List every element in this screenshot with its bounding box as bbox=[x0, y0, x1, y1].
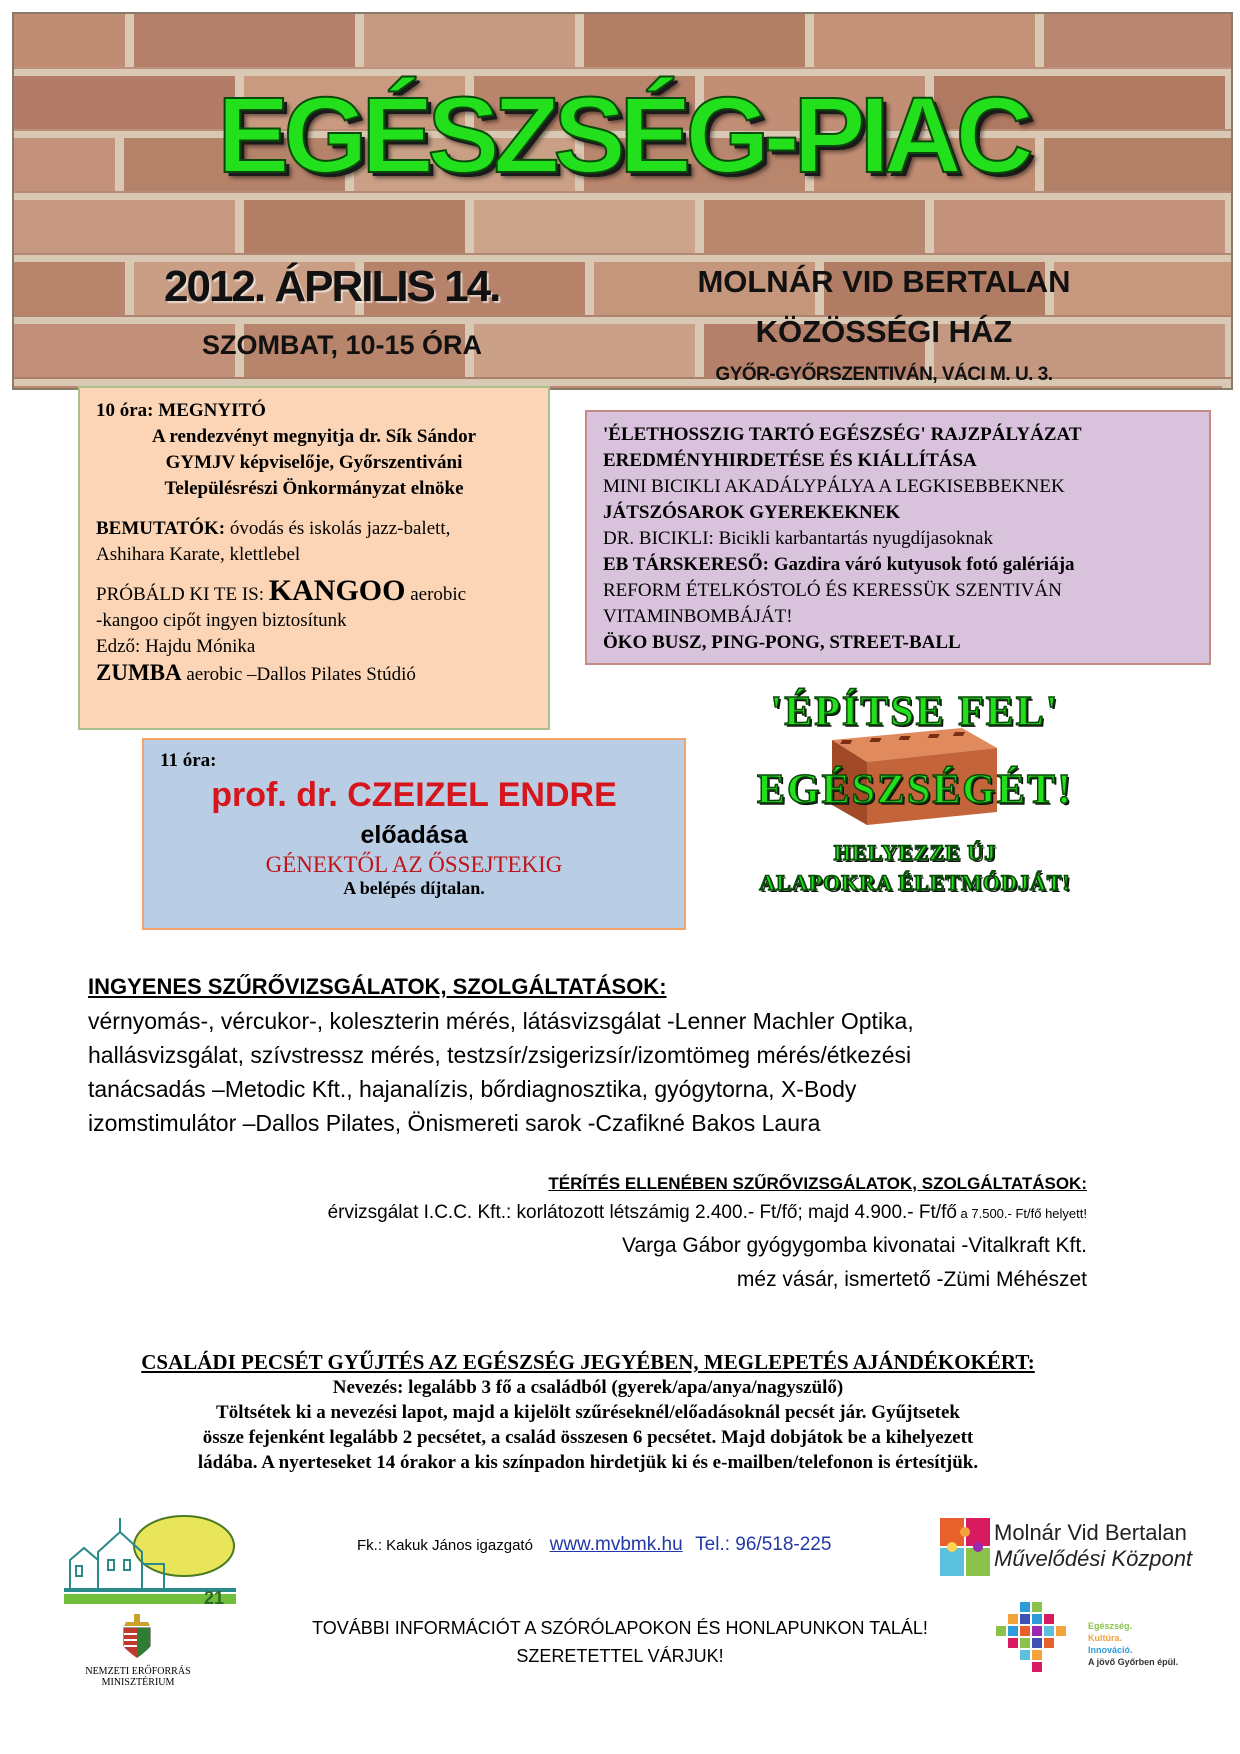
family-line: Nevezés: legalább 3 fő a családból (gyerek/apa/anya/nagyszülő) bbox=[332, 1377, 844, 1398]
free-services-title: INGYENES SZŰRŐVIZSGÁLATOK, SZOLGÁLTATÁSOK: bbox=[88, 974, 667, 999]
lecture-entry: A belépés díjtalan. bbox=[343, 878, 485, 898]
opening-line: GYMJV képviselője, Győrszentiváni bbox=[165, 452, 463, 473]
event-date: 2012. ÁPRILIS 14. bbox=[164, 262, 500, 311]
activity-line: EB TÁRSKERESŐ: Gazdira váró kutyusok fotó galériája bbox=[603, 554, 1075, 575]
mvb-puzzle-logo bbox=[940, 1518, 990, 1576]
motto-line: A jövő Győrben épül. bbox=[1088, 1657, 1179, 1667]
motto-line: Innováció. bbox=[1088, 1645, 1133, 1655]
opening-program-box bbox=[78, 386, 550, 730]
kangoo-line-2: -kangoo cipőt ingyen biztosítunk bbox=[96, 610, 347, 631]
trainer: Edző: Hajdu Mónika bbox=[96, 636, 256, 657]
website-link[interactable]: www.mvbmk.hu bbox=[549, 1534, 683, 1555]
opening-time-label: 10 óra: MEGNYITÓ bbox=[96, 400, 266, 421]
motto-line: Kultúra. bbox=[1088, 1633, 1123, 1643]
zumba-label: ZUMBA bbox=[96, 660, 182, 685]
paid-service-line bbox=[328, 1202, 1087, 1224]
paid-service-note: a 7.500.- Ft/fő helyett! bbox=[956, 1206, 1087, 1221]
coat-of-arms-icon bbox=[120, 1612, 154, 1664]
brick-ad-line4: ALAPOKRA ÉLETMÓDJÁT! bbox=[759, 870, 1071, 895]
footer-contact bbox=[357, 1534, 831, 1556]
brick-ad-line1: 'ÉPÍTSE FEL' bbox=[770, 689, 1060, 735]
kangoo-label: KANGOO bbox=[268, 574, 406, 607]
lecture-title: GÉNEKTŐL AZ ŐSSEJTEKIG bbox=[265, 852, 563, 877]
mvb-name-line1: Molnár Vid Bertalan bbox=[994, 1520, 1187, 1545]
opening-line: Településrészi Önkormányzat elnöke bbox=[164, 478, 464, 499]
lecture-time-label: 11 óra: bbox=[160, 750, 217, 771]
activity-line: VITAMINBOMBÁJÁT! bbox=[603, 606, 793, 627]
activity-line: 'ÉLETHOSSZIG TARTÓ EGÉSZSÉG' RAJZPÁLYÁZAT bbox=[603, 424, 1082, 445]
venue-type: KÖZÖSSÉGI HÁZ bbox=[755, 314, 1013, 349]
presenters-text: óvodás és iskolás jazz-balett, bbox=[225, 518, 451, 539]
family-stamp-section bbox=[88, 1350, 1088, 1475]
presenters-label: BEMUTATÓK: bbox=[96, 518, 226, 539]
zumba-rest: aerobic –Dallos Pilates Stúdió bbox=[181, 664, 416, 685]
ministry-name: NEMZETI ERŐFORRÁS MINISZTÉRIUM bbox=[85, 1666, 191, 1688]
family-line: Töltsétek ki a nevezési lapot, majd a kijelölt szűréseknél/előadásoknál pecsét jár. Gyűjtsetek bbox=[216, 1402, 960, 1423]
activity-line: ÖKO BUSZ, PING-PONG, STREET-BALL bbox=[603, 632, 961, 653]
activity-line: EREDMÉNYHIRDETÉSE ÉS KIÁLLÍTÁSA bbox=[603, 450, 977, 471]
closing-line: SZERETETTEL VÁRJUK! bbox=[516, 1646, 724, 1666]
free-services-line: hallásvizsgálat, szívstressz mérés, testzsír/zsigerizsír/izomtömeg mérés/étkezési bbox=[88, 1042, 912, 1068]
paid-service-main: érvizsgálat I.C.C. Kft.: korlátozott létszámig 2.400.- Ft/fő; majd 4.900.- Ft/fő bbox=[327, 1202, 957, 1223]
city-motto bbox=[1088, 1620, 1178, 1668]
activities-box bbox=[585, 410, 1211, 665]
brick-ad-line2: EGÉSZSÉGÉT! bbox=[756, 767, 1074, 813]
city-logo bbox=[64, 1508, 236, 1606]
closing-line: TOVÁBBI INFORMÁCIÓT A SZÓRÓLAPOKON ÉS HONLAPUNKON TALÁL! bbox=[312, 1618, 928, 1638]
mvb-name bbox=[994, 1520, 1192, 1572]
activity-line: JÁTSZÓSAROK GYEREKEKNEK bbox=[603, 502, 901, 523]
brick-row bbox=[14, 200, 1231, 253]
presenters-text-2: Ashihara Karate, klettlebel bbox=[96, 544, 301, 565]
family-line: össze fejenként legalább 2 pecsétet, a család összesen 6 pecsétet. Majd dobjátok be a kihelyezett bbox=[202, 1427, 974, 1448]
event-title: EGÉSZSÉG-PIAC bbox=[217, 74, 1028, 195]
family-line: ládába. A nyerteseket 14 órakor a kis színpadon hirdetjük ki és e-mailben/telefonon is értesítjük. bbox=[197, 1452, 979, 1473]
family-title: CSALÁDI PECSÉT GYŰJTÉS AZ EGÉSZSÉG JEGYÉBEN, MEGLEPETÉS AJÁNDÉKOKÉRT: bbox=[141, 1350, 1035, 1374]
svg-text:21: 21 bbox=[204, 1588, 225, 1606]
city-mosaic-logo bbox=[990, 1598, 1082, 1676]
free-services-line: vérnyomás-, vércukor-, koleszterin mérés, látásvizsgálat -Lenner Machler Optika, bbox=[88, 1008, 914, 1034]
director: Fk.: Kakuk János igazgató bbox=[357, 1537, 533, 1554]
opening-line: A rendezvényt megnyitja dr. Sík Sándor bbox=[151, 426, 477, 447]
try-label: PRÓBÁLD KI TE IS: bbox=[96, 584, 269, 605]
closing-text bbox=[250, 1614, 990, 1670]
free-services-line: tanácsadás –Metodic Kft., hajanalízis, bőrdiagnosztika, gyógytorna, X-Body bbox=[88, 1076, 857, 1102]
activity-line: REFORM ÉTELKÓSTOLÓ ÉS KERESSÜK SZENTIVÁN bbox=[603, 580, 1062, 601]
event-hours: SZOMBAT, 10-15 ÓRA bbox=[202, 330, 483, 360]
brick-ad-line3: HELYEZZE ÚJ bbox=[833, 840, 997, 865]
presenters-line bbox=[96, 516, 532, 542]
motto-line: Egészség. bbox=[1088, 1621, 1133, 1631]
lecture-box bbox=[142, 738, 686, 930]
lecture-word: előadása bbox=[360, 821, 468, 849]
mvb-name-line2: Művelődési Központ bbox=[994, 1546, 1193, 1571]
activity-line: DR. BICIKLI: Bicikli karbantartás nyugdíjasoknak bbox=[603, 528, 993, 549]
paid-service-line: méz vásár, ismertető -Zümi Méhészet bbox=[736, 1268, 1087, 1291]
brick-row bbox=[14, 14, 1231, 67]
free-services-list bbox=[88, 1004, 1088, 1140]
paid-services-title: TÉRÍTÉS ELLENÉBEN SZŰRŐVIZSGÁLATOK, SZOLGÁLTATÁSOK: bbox=[548, 1174, 1087, 1193]
lecture-speaker: prof. dr. CZEIZEL ENDRE bbox=[211, 776, 617, 814]
free-services-line: izomstimulátor –Dallos Pilates, Önismereti sarok -Czafikné Bakos Laura bbox=[88, 1110, 821, 1136]
activity-line: MINI BICIKLI AKADÁLYPÁLYA A LEGKISEBBEKNEK bbox=[603, 476, 1065, 497]
phone: Tel.: 96/518-225 bbox=[695, 1534, 832, 1555]
kangoo-line bbox=[96, 574, 532, 608]
zumba-line bbox=[96, 660, 532, 688]
header-banner bbox=[12, 12, 1233, 390]
venue-name: MOLNÁR VID BERTALAN bbox=[697, 264, 1071, 299]
paid-service-line: Varga Gábor gyógygomba kivonatai -Vitalkraft Kft. bbox=[622, 1234, 1087, 1257]
venue-address: GYŐR-GYŐRSZENTIVÁN, VÁCI M. U. 3. bbox=[715, 364, 1053, 385]
kangoo-rest: aerobic bbox=[405, 584, 467, 605]
